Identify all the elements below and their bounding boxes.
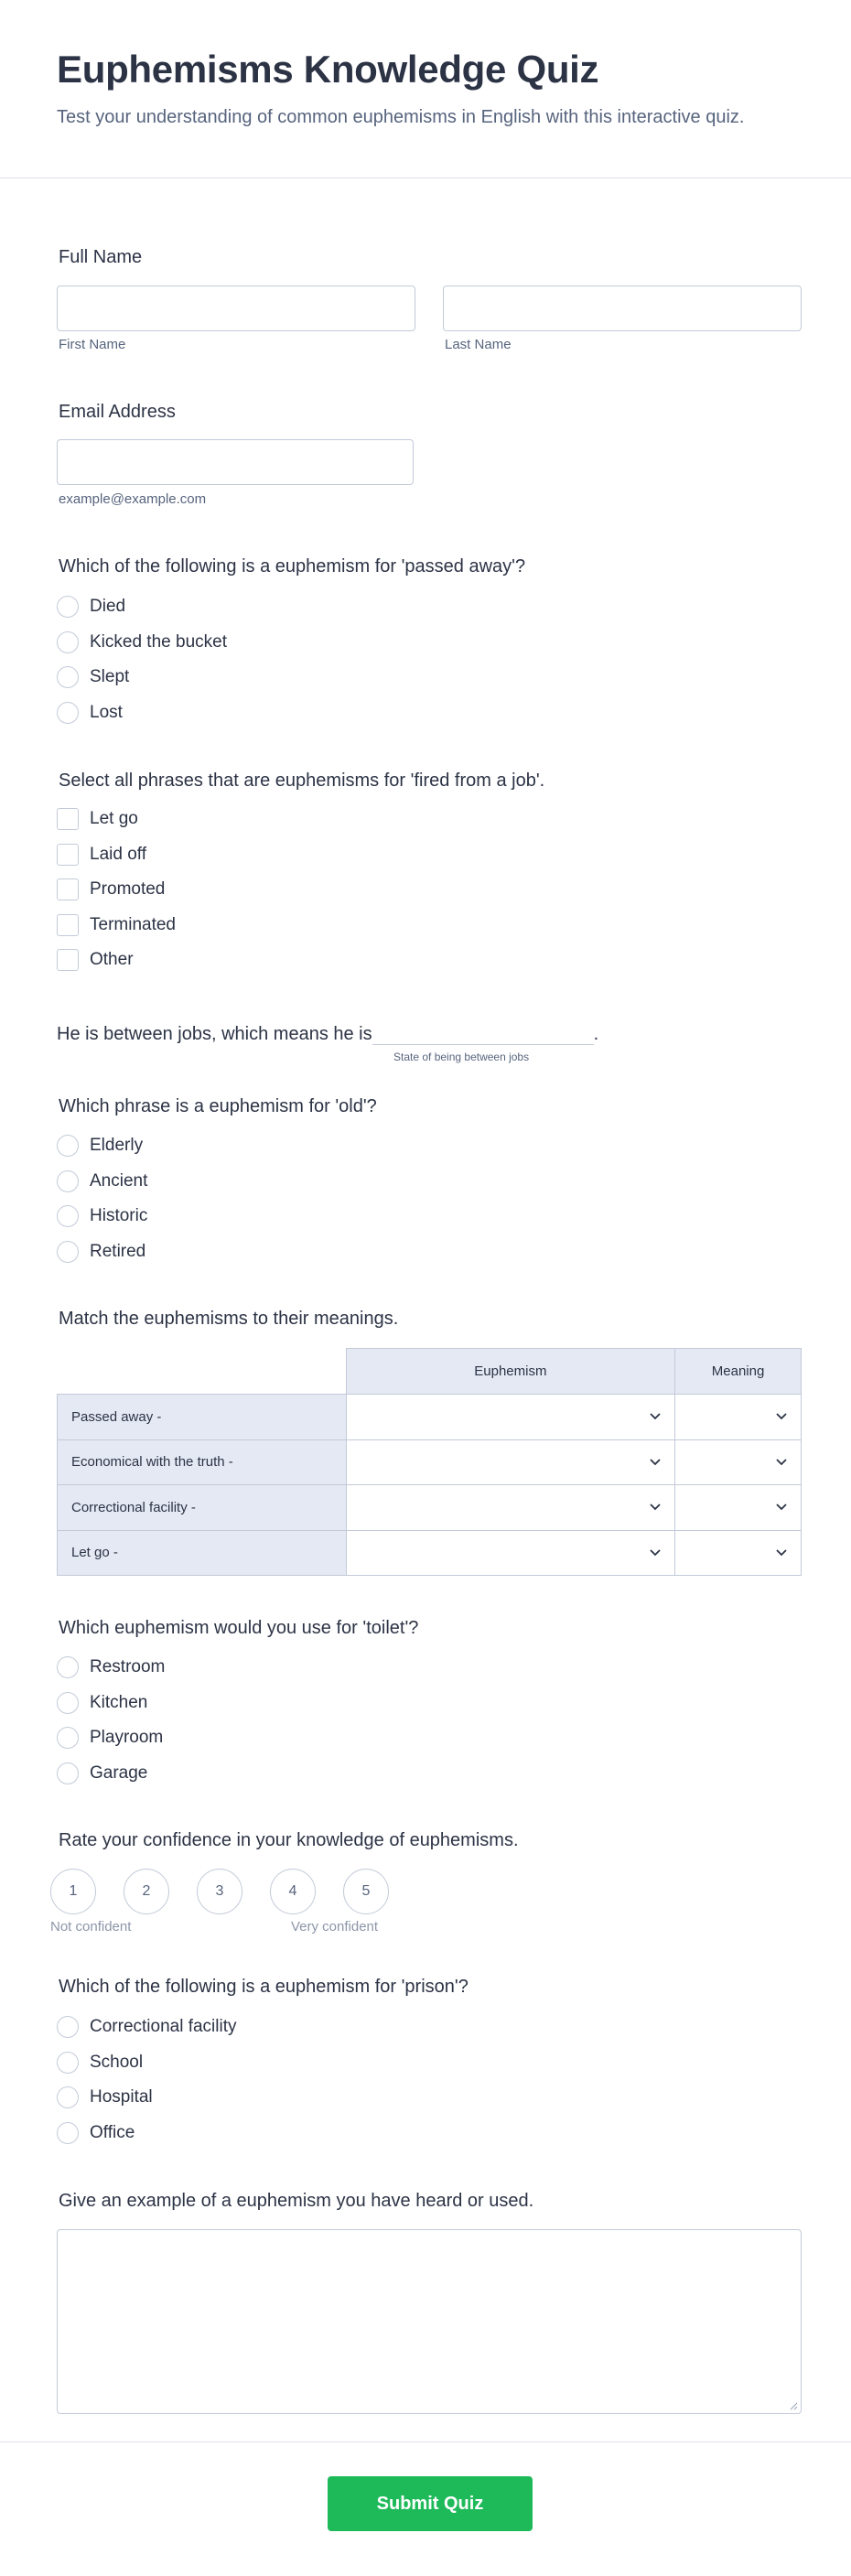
table-row — [58, 1395, 802, 1440]
radio-button[interactable] — [57, 1656, 79, 1678]
q3-question: Which phrase is a euphemism for 'old'? — [59, 1096, 377, 1116]
matrix-select-meaning[interactable] — [675, 1485, 802, 1531]
rating-question: Rate your confidence in your knowledge of euphemisms. — [59, 1830, 519, 1850]
rating-option-3[interactable]: 3 — [197, 1869, 242, 1914]
q1-question: Which of the following is a euphemism for 'passed away'? — [59, 556, 526, 577]
email-label: Email Address — [59, 402, 176, 422]
radio-button[interactable] — [57, 1692, 79, 1714]
rating-option-1[interactable]: 1 — [50, 1869, 96, 1914]
matrix-select-euphemism[interactable] — [346, 1530, 675, 1576]
table-row — [58, 1485, 802, 1531]
radio-button[interactable] — [57, 1205, 79, 1227]
option-label: School — [90, 2052, 144, 2072]
fill-blank-before: He is between jobs, which means he is — [57, 1024, 372, 1044]
last-name-input[interactable] — [443, 286, 802, 331]
option-label: Laid off — [90, 844, 146, 864]
resize-grip-icon[interactable] — [789, 2401, 798, 2410]
chevron-down-icon — [650, 1549, 661, 1557]
radio-button[interactable] — [57, 2122, 79, 2144]
matrix-row-label: Correctional facility - — [58, 1485, 347, 1531]
form-footer — [0, 2441, 851, 2576]
option-label: Garage — [90, 1762, 148, 1783]
fill-blank-after: . — [593, 1024, 599, 1044]
q5-option-correctional-facility[interactable] — [57, 2010, 237, 2045]
radio-button[interactable] — [57, 1241, 79, 1263]
rating-option-4[interactable]: 4 — [270, 1869, 316, 1914]
q1-option-died[interactable] — [57, 589, 227, 625]
checkbox[interactable] — [57, 914, 79, 936]
radio-button[interactable] — [57, 666, 79, 688]
chevron-down-icon — [776, 1549, 787, 1557]
option-label: Restroom — [90, 1657, 166, 1677]
q5-option-hospital[interactable] — [57, 2080, 237, 2116]
checkbox[interactable] — [57, 844, 79, 866]
q2-question: Select all phrases that are euphemisms for 'fired from a job'. — [59, 771, 545, 791]
radio-button[interactable] — [57, 702, 79, 724]
matrix-col-meaning: Meaning — [675, 1349, 802, 1395]
q4-options — [57, 1650, 165, 1791]
matrix-select-meaning[interactable] — [675, 1395, 802, 1440]
q2-options — [57, 802, 176, 978]
last-name-sublabel: Last Name — [445, 337, 512, 352]
q4-option-kitchen[interactable] — [57, 1686, 165, 1721]
option-label: Ancient — [90, 1170, 148, 1191]
q2-option-promoted[interactable] — [57, 872, 176, 908]
fill-blank-input[interactable] — [372, 1023, 594, 1045]
q5-option-office[interactable] — [57, 2116, 237, 2151]
chevron-down-icon — [650, 1459, 661, 1466]
rating-low-label: Not confident — [50, 1919, 132, 1935]
radio-button[interactable] — [57, 1762, 79, 1784]
form-header — [0, 0, 851, 178]
table-row — [58, 1439, 802, 1485]
matrix-row-label: Economical with the truth - — [58, 1439, 347, 1485]
option-label: Retired — [90, 1241, 146, 1261]
first-name-sublabel: First Name — [59, 337, 126, 352]
option-label: Died — [90, 597, 126, 617]
q3-options — [57, 1128, 147, 1269]
matrix-select-euphemism[interactable] — [346, 1485, 675, 1531]
example-textarea[interactable] — [57, 2229, 802, 2414]
radio-button[interactable] — [57, 1170, 79, 1192]
radio-button[interactable] — [57, 2052, 79, 2074]
email-input[interactable] — [57, 439, 414, 485]
radio-button[interactable] — [57, 2016, 79, 2038]
q5-question: Which of the following is a euphemism for 'prison'? — [59, 1977, 469, 1997]
matrix-col-euphemism: Euphemism — [346, 1349, 675, 1395]
matrix-select-meaning[interactable] — [675, 1439, 802, 1485]
checkbox[interactable] — [57, 949, 79, 971]
q2-option-terminated[interactable] — [57, 908, 176, 943]
q3-option-historic[interactable] — [57, 1199, 147, 1234]
rating-option-5[interactable]: 5 — [343, 1869, 389, 1914]
option-label: Terminated — [90, 914, 176, 934]
option-label: Kicked the bucket — [90, 631, 227, 652]
matrix-table — [57, 1348, 802, 1576]
matrix-select-euphemism[interactable] — [346, 1395, 675, 1440]
q1-options — [57, 589, 227, 730]
q1-option-kicked-the-bucket[interactable] — [57, 625, 227, 661]
chevron-down-icon — [650, 1504, 661, 1511]
full-name-label: Full Name — [59, 247, 143, 267]
radio-button[interactable] — [57, 2086, 79, 2108]
chevron-down-icon — [776, 1504, 787, 1511]
matrix-select-meaning[interactable] — [675, 1530, 802, 1576]
q5-options — [57, 2010, 237, 2150]
q2-option-laid-off[interactable] — [57, 837, 176, 873]
chevron-down-icon — [650, 1413, 661, 1420]
rating-scale — [50, 1869, 389, 1914]
radio-button[interactable] — [57, 1727, 79, 1749]
page-title: Euphemisms Knowledge Quiz — [57, 48, 599, 91]
checkbox[interactable] — [57, 878, 79, 900]
radio-button[interactable] — [57, 631, 79, 653]
first-name-input[interactable] — [57, 286, 415, 331]
chevron-down-icon — [776, 1413, 787, 1420]
fill-blank-hint: State of being between jobs — [393, 1051, 530, 1063]
rating-high-label: Very confident — [291, 1919, 379, 1935]
q1-option-lost[interactable] — [57, 695, 227, 731]
q3-option-ancient[interactable] — [57, 1164, 147, 1200]
matrix-row-label: Passed away - — [58, 1395, 347, 1440]
page-subtitle: Test your understanding of common euphemisms in English with this interactive quiz. — [57, 107, 745, 127]
chevron-down-icon — [776, 1459, 787, 1466]
q4-option-garage[interactable] — [57, 1756, 165, 1792]
radio-button[interactable] — [57, 596, 79, 618]
checkbox[interactable] — [57, 808, 79, 830]
q1-option-slept[interactable] — [57, 660, 227, 695]
example-question: Give an example of a euphemism you have heard or used. — [59, 2191, 534, 2211]
email-sublabel: example@example.com — [59, 491, 207, 507]
q3-option-elderly[interactable] — [57, 1128, 147, 1164]
option-label: Promoted — [90, 879, 166, 900]
submit-quiz-button[interactable]: Submit Quiz — [328, 2476, 533, 2531]
option-label: Kitchen — [90, 1692, 148, 1712]
radio-button[interactable] — [57, 1135, 79, 1157]
fill-blank-sentence — [57, 1023, 598, 1045]
matrix-corner — [58, 1349, 347, 1395]
option-label: Let go — [90, 809, 138, 829]
matrix-select-euphemism[interactable] — [346, 1439, 675, 1485]
q5-option-school[interactable] — [57, 2045, 237, 2081]
q3-option-retired[interactable] — [57, 1234, 147, 1270]
option-label: Office — [90, 2122, 135, 2142]
q4-question: Which euphemism would you use for 'toilet'? — [59, 1618, 419, 1638]
q4-option-playroom[interactable] — [57, 1720, 165, 1756]
option-label: Lost — [90, 702, 123, 722]
option-label: Correctional facility — [90, 2017, 237, 2037]
rating-option-2[interactable]: 2 — [124, 1869, 169, 1914]
option-label: Slept — [90, 667, 130, 687]
q4-option-restroom[interactable] — [57, 1650, 165, 1686]
option-label: Historic — [90, 1206, 148, 1226]
table-row — [58, 1530, 802, 1576]
option-label: Elderly — [90, 1136, 144, 1156]
option-label: Playroom — [90, 1728, 164, 1748]
q2-option-other[interactable] — [57, 943, 176, 978]
q2-option-let-go[interactable] — [57, 802, 176, 837]
option-label: Other — [90, 950, 134, 970]
option-label: Hospital — [90, 2087, 153, 2107]
matrix-row-label: Let go - — [58, 1530, 347, 1576]
matrix-question: Match the euphemisms to their meanings. — [59, 1309, 399, 1329]
